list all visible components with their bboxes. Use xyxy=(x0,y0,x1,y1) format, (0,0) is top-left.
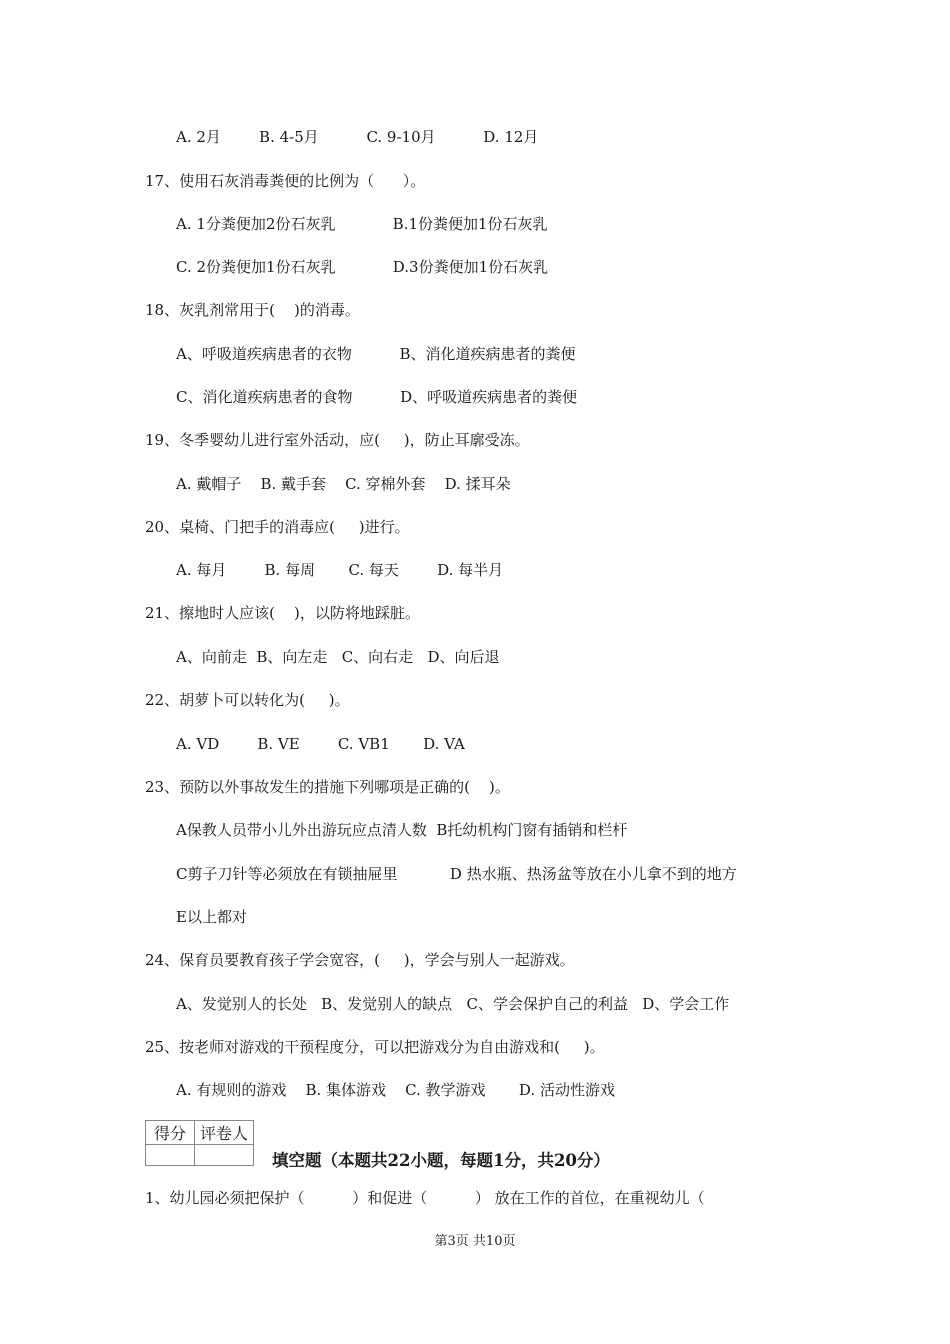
fill-question: 1、幼儿园必须把保护（ ）和促进（ ） 放在工作的首位，在重视幼儿（ xyxy=(145,1189,705,1207)
option-line: A、呼吸道疾病患者的衣物 B、消化道疾病患者的粪便 xyxy=(176,345,576,363)
option-line: A、发觉别人的长处 B、发觉别人的缺点 C、学会保护自己的利益 D、学会工作 xyxy=(176,995,730,1013)
question-text: 23、预防以外事故发生的措施下列哪项是正确的( )。 xyxy=(145,778,510,796)
page-footer: 第3页 共10页 xyxy=(434,1234,516,1249)
score-table xyxy=(145,1120,254,1166)
option-line: A、向前走 B、向左走 C、向右走 D、向后退 xyxy=(176,648,500,666)
grader-cell xyxy=(195,1145,254,1166)
option-line: C剪子刀针等必须放在有锁抽屉里 D 热水瓶、热汤盆等放在小儿拿不到的地方 xyxy=(176,865,737,883)
option-line: C. 2份粪便加1份石灰乳 D.3份粪便加1份石灰乳 xyxy=(176,258,549,276)
score-header: 得分 xyxy=(146,1121,195,1145)
question-text: 22、胡萝卜可以转化为( )。 xyxy=(145,691,350,709)
question-text: 18、灰乳剂常用于( )的消毒。 xyxy=(145,301,360,319)
score-cell xyxy=(146,1145,195,1166)
grader-header: 评卷人 xyxy=(195,1121,254,1145)
option-line: E以上都对 xyxy=(176,908,247,926)
question-text: 17、使用石灰消毒粪便的比例为（ ）。 xyxy=(145,172,426,190)
question-text: 24、保育员要教育孩子学会宽容，( )，学会与别人一起游戏。 xyxy=(145,951,575,969)
option-line: A. 1分粪便加2份石灰乳 B.1份粪便加1份石灰乳 xyxy=(176,215,548,233)
option-line: A. VD B. VE C. VB1 D. VA xyxy=(176,735,465,753)
question-text: 21、擦地时人应该( )，以防将地踩脏。 xyxy=(145,604,420,622)
question-text: 19、冬季婴幼儿进行室外活动，应( )，防止耳廓受冻。 xyxy=(145,431,530,449)
option-line: A保教人员带小儿外出游玩应点清人数 B托幼机构门窗有插销和栏杆 xyxy=(176,821,628,839)
option-line: A. 2月 B. 4-5月 C. 9-10月 D. 12月 xyxy=(176,128,539,146)
question-text: 20、桌椅、门把手的消毒应( )进行。 xyxy=(145,518,410,536)
option-line: A. 每月 B. 每周 C. 每天 D. 每半月 xyxy=(176,561,504,579)
question-text: 25、按老师对游戏的干预程度分，可以把游戏分为自由游戏和( )。 xyxy=(145,1038,605,1056)
option-line: A. 戴帽子 B. 戴手套 C. 穿棉外套 D. 揉耳朵 xyxy=(176,475,511,493)
section-title: 填空题（本题共22小题，每题1分，共20分） xyxy=(272,1151,610,1170)
option-line: C、消化道疾病患者的食物 D、呼吸道疾病患者的粪便 xyxy=(176,388,578,406)
option-line: A. 有规则的游戏 B. 集体游戏 C. 教学游戏 D. 活动性游戏 xyxy=(176,1081,615,1099)
